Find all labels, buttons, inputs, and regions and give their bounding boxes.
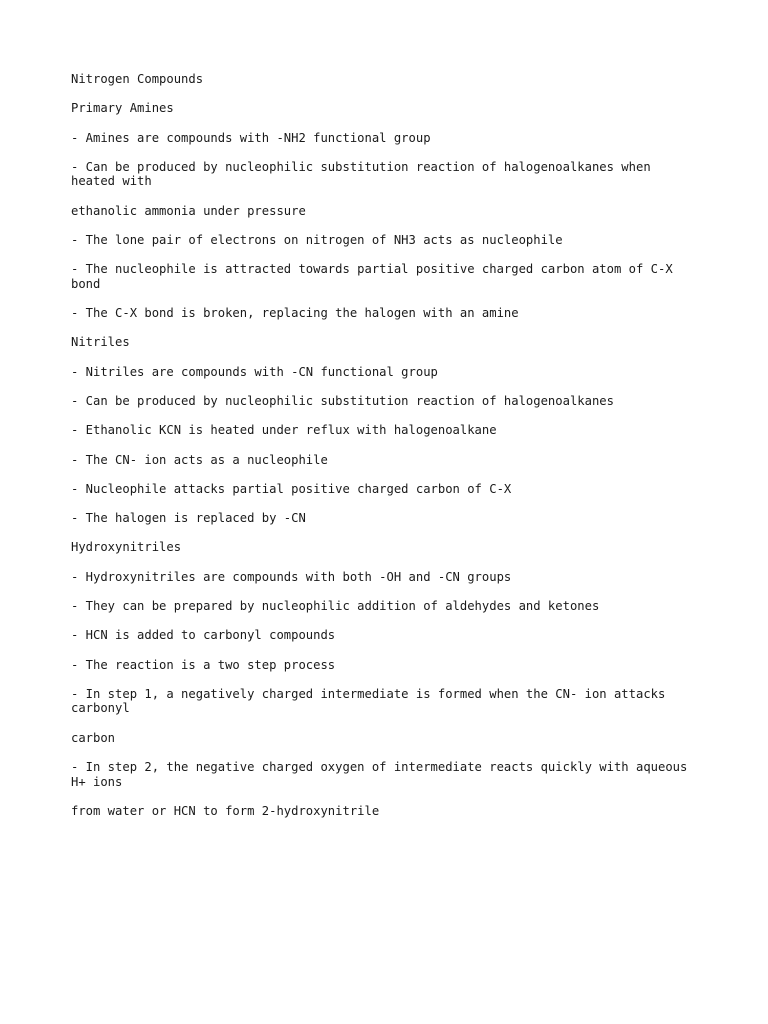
paragraph: - The nucleophile is attracted towards partial positive charged carbon atom of C-X bond [71,262,681,291]
paragraph: - In step 2, the negative charged oxygen of intermediate reacts quickly with aqueous H+ ions [71,760,695,789]
paragraph: - The CN- ion acts as a nucleophile [71,452,328,467]
document-page [71,72,701,833]
paragraph: - HCN is added to carbonyl compounds [71,628,336,643]
paragraph: - The reaction is a two step process [71,657,336,672]
paragraph: carbon [71,730,116,745]
paragraph: - The halogen is replaced by -CN [71,511,306,526]
paragraph: - Hydroxynitriles are compounds with both -OH and -CN groups [71,569,512,584]
paragraph: - The C-X bond is broken, replacing the halogen with an amine [71,306,519,321]
paragraph: - Ethanolic KCN is heated under reflux with halogenoalkane [71,423,497,438]
paragraph: - Nitriles are compounds with -CN functional group [71,364,438,379]
section-heading-hydroxynitriles: Hydroxynitriles [71,540,182,555]
paragraph: ethanolic ammonia under pressure [71,203,306,218]
section-heading-nitriles: Nitriles [71,335,130,350]
paragraph: - Can be produced by nucleophilic substitution reaction of halogenoalkanes when heated with [71,159,659,189]
paragraph: - Can be produced by nucleophilic substitution reaction of halogenoalkanes [71,393,614,408]
paragraph: from water or HCN to form 2-hydroxynitrile [71,803,380,818]
document-title: Nitrogen Compounds [71,72,204,86]
paragraph: - The lone pair of electrons on nitrogen of NH3 acts as nucleophile [71,232,563,247]
section-heading-primary-amines: Primary Amines [71,101,174,116]
paragraph: - In step 1, a negatively charged intermediate is formed when the CN- ion attacks carbonyl [71,686,673,716]
paragraph: - They can be prepared by nucleophilic addition of aldehydes and ketones [71,599,600,614]
paragraph: - Amines are compounds with -NH2 functional group [71,130,431,145]
paragraph: - Nucleophile attacks partial positive charged carbon of C-X [71,481,512,496]
